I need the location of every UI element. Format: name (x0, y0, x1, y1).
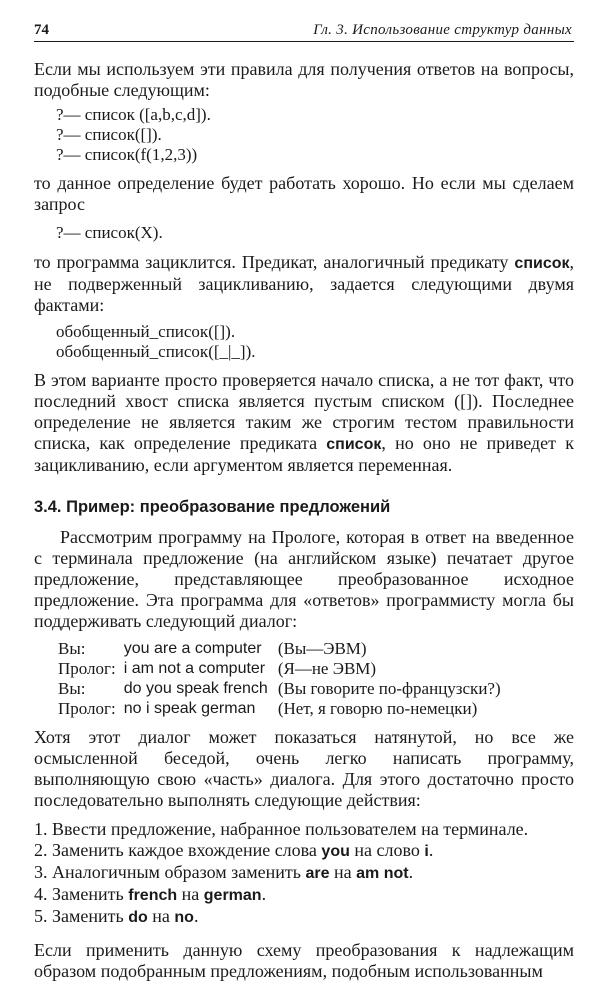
step-keyword: do (128, 909, 148, 926)
step-keyword: am not (356, 865, 409, 882)
page-number: 74 (34, 22, 49, 38)
dialog-row (58, 699, 509, 719)
code-line: обобщенный_список([]). (56, 322, 236, 341)
step-text: . (408, 862, 414, 882)
step-text: Аналогичным образом заменить (52, 862, 306, 882)
dialog-table (58, 639, 509, 719)
paragraph-loop (34, 252, 574, 316)
code-block-query-x (34, 223, 574, 243)
dialog-row (58, 659, 509, 679)
dialog-translation: (Нет, я говорю по-немецки) (277, 699, 478, 718)
term-list: список (326, 436, 382, 453)
code-block-queries (34, 105, 574, 165)
page (34, 22, 574, 982)
code-line: ?— список([]). (56, 125, 162, 144)
step-keyword: are (305, 865, 330, 882)
dialog-english: do you speak french (123, 680, 268, 697)
dialog-english: you are a computer (123, 640, 262, 657)
step-text: . (193, 906, 199, 926)
step-number: 5. (34, 906, 48, 926)
step-text: Ввести предложение, набранное пользователем на терминале. (52, 819, 529, 839)
text-span: то программа зациклится. Предикат, аналогичный предикату (34, 252, 515, 272)
paragraph-intro: Если мы используем эти правила для получения ответов на вопросы, подобные следующим: (34, 59, 574, 100)
step-keyword: you (321, 843, 350, 860)
step-text: . (428, 840, 434, 860)
step-text: Заменить каждое вхождение слова (52, 840, 322, 860)
paragraph-works: то данное определение будет работать хорошо. Но если мы сделаем запрос (34, 173, 574, 214)
step-text: на (147, 906, 175, 926)
step-text: на (177, 884, 204, 904)
step-keyword: i (424, 843, 429, 860)
text-span: , не подверженный зацикливанию, задается следующими двумя фактами: (34, 252, 574, 315)
step-text: на (329, 862, 357, 882)
dialog-speaker: Вы: (58, 639, 86, 658)
code-line: ?— список(f(1,2,3)) (56, 145, 198, 164)
step-keyword: german (203, 887, 262, 904)
running-header (34, 22, 574, 42)
paragraph-program: Рассмотрим программу на Прологе, которая в ответ на введенное с терминала предложение (на английском языке) печатает другое предложение, представляющее преобразованное исходное предложение. Эта программа для «ответов» программисту могла бы поддерживать следующий диалог: (34, 527, 574, 631)
code-line: ?— список(X). (56, 223, 163, 242)
step-item (34, 819, 574, 840)
dialog-english: i am not a computer (123, 660, 266, 677)
dialog-speaker: Пролог: (58, 659, 116, 678)
step-item (34, 884, 574, 906)
step-item (34, 862, 574, 884)
step-number: 4. (34, 884, 48, 904)
step-keyword: no (174, 909, 194, 926)
step-number: 3. (34, 862, 48, 882)
step-text: . (261, 884, 267, 904)
step-text: Заменить (52, 884, 129, 904)
step-item (34, 906, 574, 928)
step-text: на слово (349, 840, 425, 860)
steps-list (34, 819, 574, 928)
section-title: 3.4. Пример: преобразование предложений (34, 498, 391, 516)
dialog-translation: (Вы—ЭВМ) (277, 639, 367, 658)
paragraph-variant (34, 370, 574, 476)
dialog-speaker: Пролог: (58, 699, 116, 718)
code-block-generalized (34, 322, 574, 362)
dialog-english: no i speak german (123, 700, 256, 717)
step-number: 1. (34, 819, 48, 839)
dialog-row (58, 679, 509, 699)
running-title: Гл. 3. Использование структур данных (313, 22, 572, 38)
dialog-translation: (Вы говорите по-французски?) (277, 679, 501, 698)
paragraph-conclusion: Если применить данную схему преобразования к надлежащим образом подобранным предложениям, подобным использованным (34, 940, 574, 981)
paragraph-dialog-note: Хотя этот диалог может показаться натянутой, но все же осмысленной беседой, очень легко написать программу, выполняющую свою «часть» диалога. Для этого достаточно просто последовательно выполнять следующие действия: (34, 727, 574, 810)
step-keyword: french (128, 887, 178, 904)
step-text: Заменить (52, 906, 129, 926)
term-list: список (514, 255, 570, 272)
text-span: , но оно не приведет к зацикливанию, если аргументом является переменная. (34, 433, 574, 475)
step-number: 2. (34, 840, 48, 860)
code-line: обобщенный_список([_|_]). (56, 342, 256, 361)
dialog-row (58, 639, 509, 659)
text-span: В этом варианте просто проверяется начало списка, а не тот факт, что последний хвост списка является пустым списком ([]). Последнее определение не является таким же строгим тестом правильности списка, как определение предиката (34, 370, 574, 453)
dialog-speaker: Вы: (58, 679, 86, 698)
step-item (34, 840, 574, 862)
code-line: ?— список ([a,b,c,d]). (56, 105, 211, 124)
dialog-translation: (Я—не ЭВМ) (277, 659, 377, 678)
